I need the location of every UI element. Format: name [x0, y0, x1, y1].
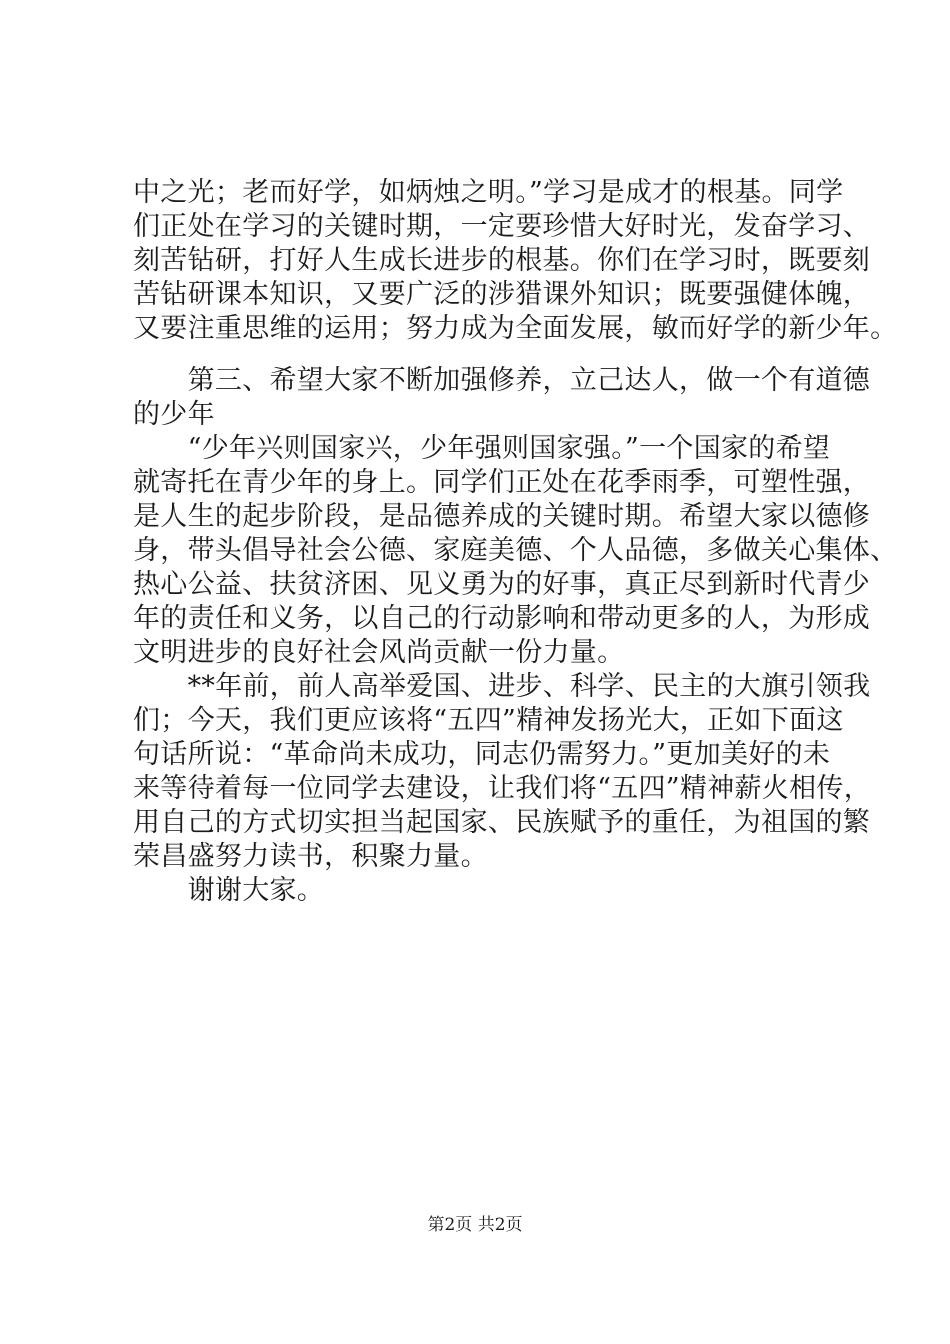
page-number-footer: 第2页 共2页 [427, 1215, 523, 1235]
text-line: 又要注重思维的运用；努力成为全面发展，敏而好学的新少年。 [133, 313, 898, 344]
text-line: 苦钻研课本知识，又要广泛的涉猎课外知识；既要强健体魄， [133, 279, 871, 310]
text-line: 是人生的起步阶段，是品德养成的关键时期。希望大家以德修 [133, 501, 871, 532]
text-line: 身，带头倡导社会公德、家庭美德、个人品德，多做关心集体、 [133, 535, 898, 566]
text-line: 中之光；老而好学，如炳烛之明。”学习是成才的根基。同学 [133, 177, 844, 208]
section-heading-line: 的少年 [133, 399, 215, 430]
text-line: 就寄托在青少年的身上。同学们正处在花季雨季，可塑性强， [133, 467, 871, 498]
text-line: 刻苦钻研，打好人生成长进步的根基。你们在学习时，既要刻 [133, 245, 871, 276]
text-line: **年前，前人高举爱国、进步、科学、民主的大旗引领我 [133, 671, 871, 702]
closing-line: 谢谢大家。 [133, 875, 325, 906]
text-line: 来等待着每一位同学去建设，让我们将“五四”精神薪火相传， [133, 773, 872, 804]
text-line: 们正处在学习的关键时期，一定要珍惜大好时光，发奋学习、 [133, 211, 871, 242]
text-line: 文明进步的良好社会风尚贡献一份力量。 [133, 637, 625, 668]
text-line: 年的责任和义务，以自己的行动影响和带动更多的人，为形成 [133, 603, 871, 634]
text-line: 用自己的方式切实担当起国家、民族赋予的重任，为祖国的繁 [133, 807, 871, 838]
text-line: “少年兴则国家兴，少年强则国家强。”一个国家的希望 [133, 433, 831, 464]
section-heading-line: 第三、希望大家不断加强修养，立己达人，做一个有道德 [133, 365, 871, 396]
text-line: 句话所说：“革命尚未成功，同志仍需努力。”更加美好的未 [133, 739, 831, 770]
text-line: 热心公益、扶贫济困、见义勇为的好事，真正尽到新时代青少 [133, 569, 871, 600]
text-line: 们；今天，我们更应该将“五四”精神发扬光大，正如下面这 [133, 705, 844, 736]
text-line: 荣昌盛努力读书，积聚力量。 [133, 841, 488, 872]
